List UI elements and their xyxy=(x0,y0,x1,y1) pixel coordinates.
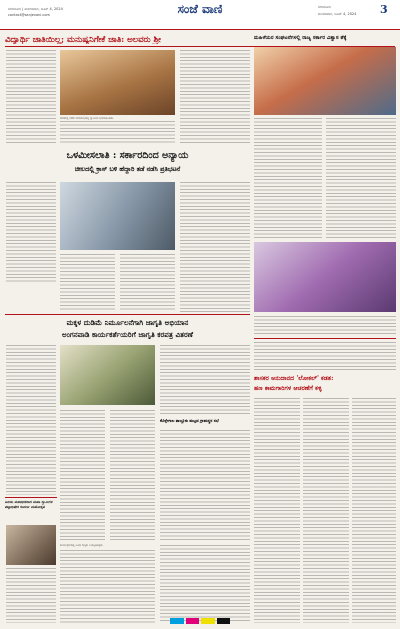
color-registration-bar xyxy=(170,618,230,624)
headline-2: ಒಳಮೀಸಲಾತಿ : ಸರ್ಕಾರದಿಂದ ಅನ್ಯಾಯ xyxy=(66,150,189,161)
photo-caption: ನಗರದಲ್ಲಿ ನಡೆದ ಸಮಾರಂಭದಲ್ಲಿ ಸ್ವಾಮೀಜಿ ಭಾಗವಹಿಸಿದರು. xyxy=(60,116,114,120)
news-photo-protest xyxy=(60,182,175,250)
masthead-title: ಸಂಜೆ ವಾಣಿ xyxy=(177,2,223,16)
article-column xyxy=(180,50,250,145)
headline-3-sub: ಅಂಗನವಾಡಿ ಕಾರ್ಯಕರ್ತೆಯರಿಗೆ ಜಾಗೃತಿ ಕರಪತ್ರ ವಿತರಣೆ xyxy=(61,330,193,339)
news-photo-seer xyxy=(6,525,56,565)
black-swatch xyxy=(217,618,231,624)
cyan-swatch xyxy=(170,618,184,624)
article-column xyxy=(160,345,250,415)
article-column xyxy=(110,410,155,540)
magenta-swatch xyxy=(186,618,200,624)
article-column xyxy=(60,254,115,312)
article-column xyxy=(352,398,396,623)
headline-3: ಮಕ್ಕಳ ದುಡಿಮೆ ನಿರ್ಮೂಲನೆಗಾಗಿ ಜಾಗೃತಿ ಅಭಿಯಾನ xyxy=(66,318,189,327)
article-column xyxy=(160,545,250,623)
article-column xyxy=(120,254,175,312)
headline-6: ಕೊಳ್ಳೇಗಾಲ ತಾಲ್ಲೂಕು ಮಟ್ಟದ ಗ್ರಾಮಸ್ಥರ ಸಭೆ xyxy=(160,418,219,423)
article-column xyxy=(303,398,349,623)
masthead-right-line1: ಬೆಂಗಳೂರು xyxy=(318,5,332,9)
headline-4-sub: ಹಣ ಕಾಮಗಾರಿಗಳ ಆಚರಣೆಗೆ ಕಳ್ಳಿ xyxy=(254,385,322,392)
article-column xyxy=(254,316,396,336)
headline-4: ಶಾಸಕರ ಅನುದಾನದ 'ಲೋಕಲ್' ಕಡತ: xyxy=(254,375,334,382)
article-column xyxy=(160,430,250,540)
headline-2-band xyxy=(5,150,250,180)
article-column xyxy=(180,182,250,312)
news-photo-event xyxy=(254,242,396,312)
article-column xyxy=(60,550,155,623)
article-column xyxy=(254,118,322,238)
rule xyxy=(254,338,396,339)
rule xyxy=(5,497,57,498)
article-column xyxy=(6,50,56,145)
article-column xyxy=(6,182,56,282)
masthead xyxy=(0,0,400,30)
article-column xyxy=(254,398,300,623)
headline-2-sub: ಚೀಲದಲ್ಲಿ ಕ್ರಾಸ್ ಬಳಿ ಹೆದ್ದಾರಿ ತಡೆ ನಡೆಸಿ ಪ್ರತಿಭಟನೆ xyxy=(74,165,181,173)
article-column xyxy=(60,410,105,540)
headline-1: ವಿದ್ಯಾರ್ಥಿ ಜಾತಿಯಿಲ್ಲ; ಮನುಷ್ಯನಿಗೇಕೆ ಜಾತಿ: ಅಲವರು ಶ್ರೀ xyxy=(5,34,161,44)
article-column xyxy=(6,568,56,623)
yellow-swatch xyxy=(201,618,215,624)
article-column xyxy=(326,118,396,238)
photo-caption: ಕಾರ್ಯಕ್ರಮದಲ್ಲಿ ವಿವಿಧ ಗಣ್ಯರು ಉಪಸ್ಥಿತರಿದ್ದರು. xyxy=(60,543,104,547)
news-photo-ceremony xyxy=(60,50,175,115)
headline-1-side: ಮಹಿಳೆಯರ ಸಂಘಟನೆಗಳಲ್ಲಿ ರಾಜ್ಯ ಸರ್ಕಾರ ವಿಶ್ವಾಸ ತೆಕ್ಕೆ xyxy=(254,35,347,41)
masthead-left-line1: ಬೆಂಗಳೂರು | ಮಂಗಳವಾರ, ಜೂನ್ 4, 2024 xyxy=(8,7,63,11)
masthead-right-line2: ಮಂಗಳವಾರ, ಜೂನ್ 4, 2024 xyxy=(318,12,357,16)
rule xyxy=(5,314,250,315)
article-column xyxy=(254,342,396,372)
headline-5: ಹಿರಿಯ ಮಠಾಧೀಶರಾದ ಮಹಾ ಸ್ವಾಮಿಗಳ ಪಟ್ಟಾಭಿಷೇಕ ಸುವರ್ಣ ಮಹೋತ್ಸವ xyxy=(5,500,53,509)
page-number: 3 xyxy=(380,3,388,16)
news-photo-anganwadi xyxy=(60,345,155,405)
article-column xyxy=(6,345,56,495)
article-column xyxy=(60,121,175,145)
masthead-left-line2: contact@sanjevani.com xyxy=(8,13,50,17)
news-photo-women-group xyxy=(254,47,396,115)
